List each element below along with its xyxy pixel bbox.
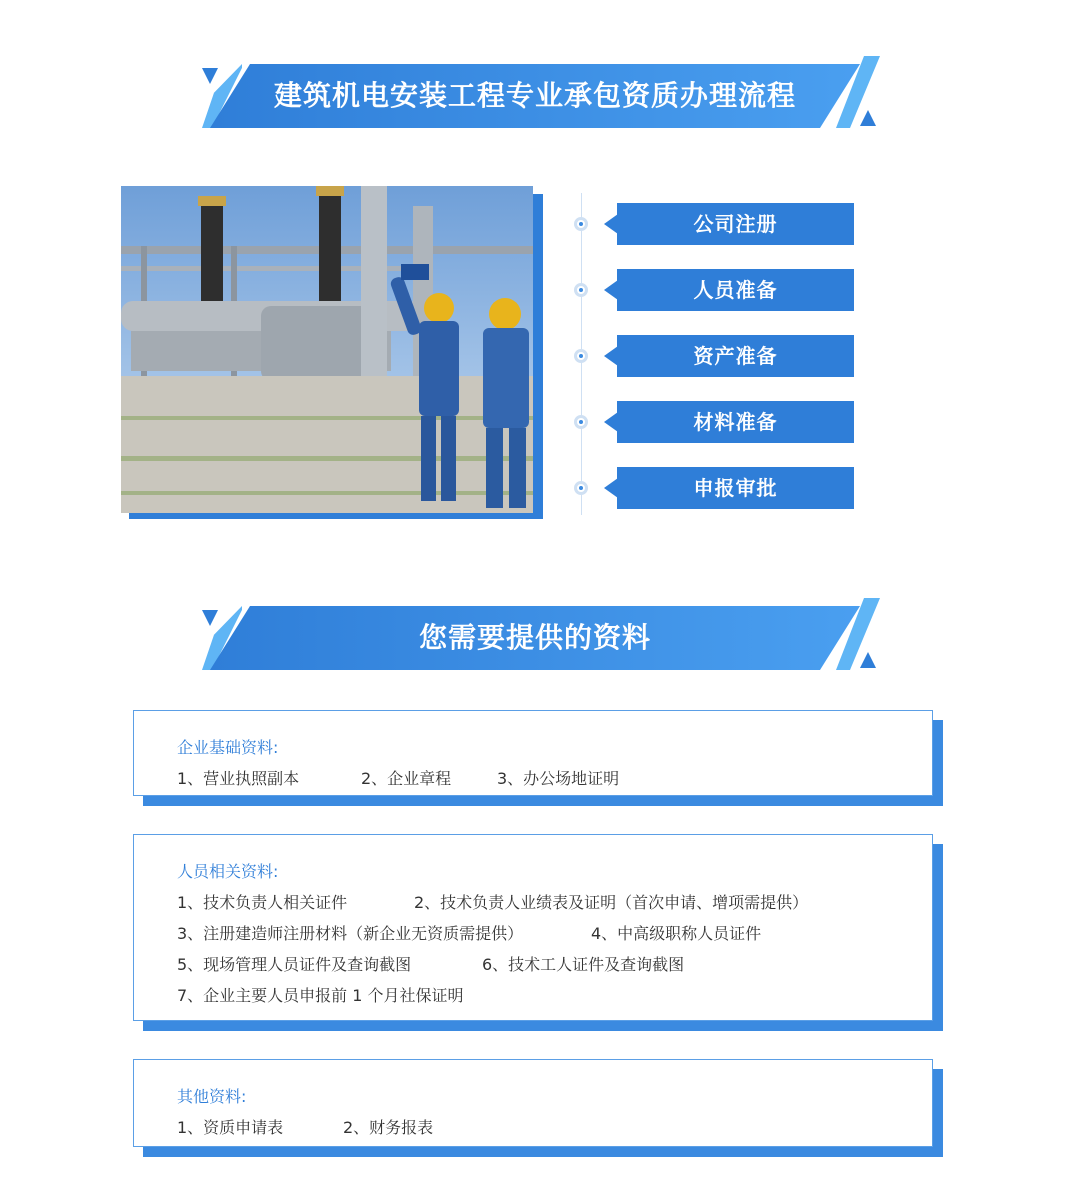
list-item: 2、技术负责人业绩表及证明（首次申请、增项需提供） (414, 893, 809, 912)
banner-right-triangle (860, 652, 876, 668)
card-other-materials (133, 1059, 943, 1157)
step-pointer (604, 280, 618, 300)
section-title-banner-materials (200, 598, 880, 678)
list-item: 6、技术工人证件及查询截图 (482, 955, 685, 974)
substation-illustration (121, 186, 533, 513)
card-row (177, 766, 619, 789)
step-label: 材料准备 (617, 401, 854, 443)
process-step-2 (574, 269, 856, 311)
card-row (177, 983, 464, 1006)
list-item: 7、企业主要人员申报前 1 个月社保证明 (177, 986, 464, 1005)
card-heading: 人员相关资料: (177, 862, 279, 881)
step-pointer (604, 478, 618, 498)
process-step-1 (574, 203, 856, 245)
list-item: 3、注册建造师注册材料（新企业无资质需提供） (177, 924, 524, 943)
card-face (133, 1059, 933, 1147)
timeline-dot (574, 481, 588, 495)
card-row (177, 921, 761, 944)
card-heading: 企业基础资料: (177, 738, 279, 757)
step-label: 申报审批 (617, 467, 854, 509)
timeline-dot (574, 349, 588, 363)
card-basic-materials (133, 710, 943, 806)
process-step-3 (574, 335, 856, 377)
section-title-banner-process (200, 56, 880, 136)
section-title: 您需要提供的资料 (418, 621, 651, 654)
card-row (177, 1115, 433, 1138)
list-item: 1、营业执照副本 (177, 769, 300, 788)
list-item: 5、现场管理人员证件及查询截图 (177, 955, 412, 974)
step-label: 公司注册 (617, 203, 854, 245)
list-item: 3、办公场地证明 (497, 769, 620, 788)
section-title: 建筑机电安装工程专业承包资质办理流程 (273, 79, 796, 112)
card-row (177, 890, 808, 913)
workers-photo (121, 186, 543, 519)
step-pointer (604, 412, 618, 432)
card-row (177, 952, 684, 975)
step-pointer (604, 214, 618, 234)
step-label: 人员准备 (617, 269, 854, 311)
timeline-dot (574, 283, 588, 297)
card-heading: 其他资料: (177, 1087, 247, 1106)
card-face (133, 834, 933, 1021)
list-item: 2、财务报表 (343, 1118, 434, 1137)
card-face (133, 710, 933, 796)
process-step-4 (574, 401, 856, 443)
timeline-dot (574, 217, 588, 231)
list-item: 1、资质申请表 (177, 1118, 284, 1137)
list-item: 4、中高级职称人员证件 (591, 924, 762, 943)
process-step-5 (574, 467, 856, 509)
banner-right-triangle (860, 110, 876, 126)
list-item: 1、技术负责人相关证件 (177, 893, 348, 912)
step-label: 资产准备 (617, 335, 854, 377)
card-personnel-materials (133, 834, 943, 1031)
list-item: 2、企业章程 (361, 769, 452, 788)
photo-image (121, 186, 533, 513)
step-pointer (604, 346, 618, 366)
timeline-dot (574, 415, 588, 429)
